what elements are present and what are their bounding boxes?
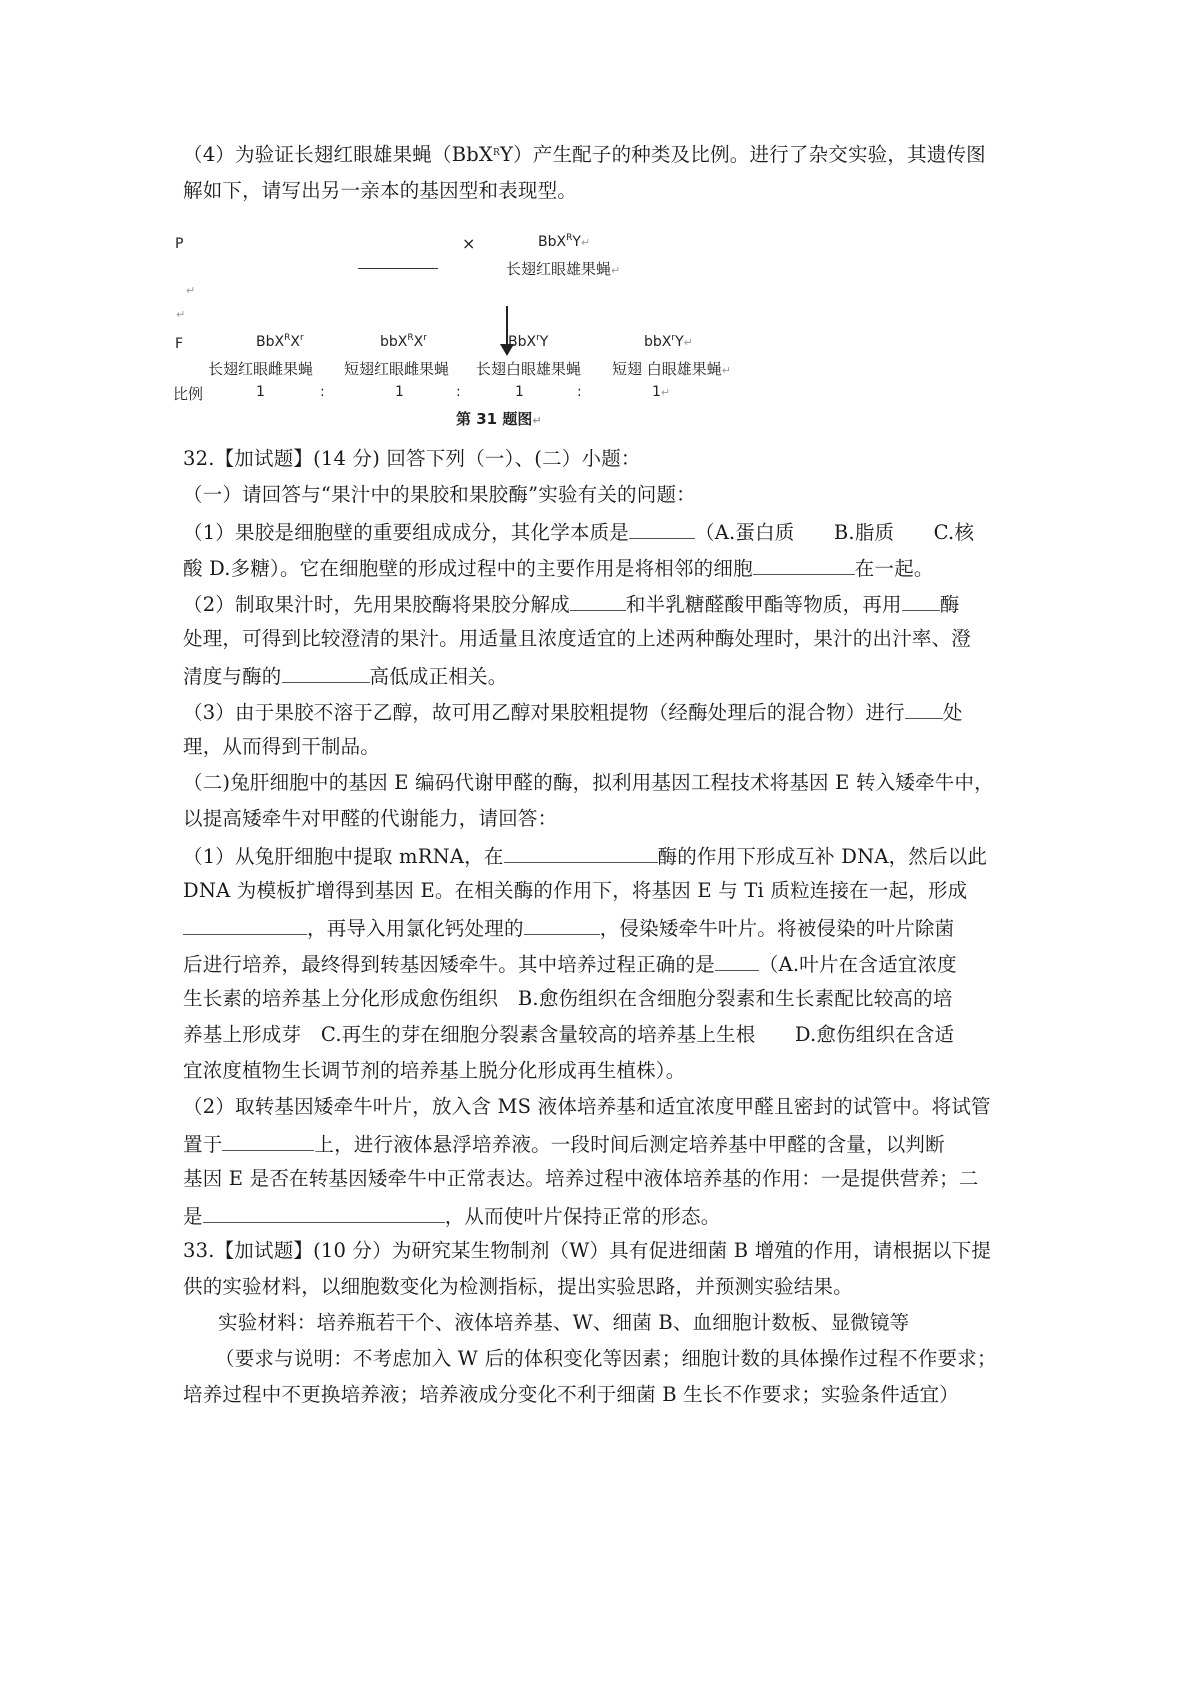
q32-p2-line3 — [183, 662, 1028, 690]
genotype-text: Y — [675, 334, 684, 350]
f-label: F — [175, 336, 184, 352]
q33-requirements-line2: 培养过程中不更换培养液；培养液成分变化不利于细菌 B 生长不作要求；实验条件适宜） — [183, 1383, 959, 1406]
question-text: 上，进行液体悬浮培养液。一段时间后测定培养基中甲醛的含量，以判断 — [314, 1133, 945, 1156]
allele-sup: R — [284, 333, 291, 343]
q32-2-1-line5: 生长素的培养基上分化形成愈伤组织 B.愈伤组织在含细胞分裂素和生长素配比较高的培 — [183, 987, 953, 1010]
q32-p1-line1 — [183, 518, 1028, 546]
answer-blank[interactable] — [222, 1130, 314, 1151]
question-text: 酶 — [939, 593, 960, 616]
q32-p2-line1 — [183, 590, 1028, 618]
q32-title: 32.【加试题】(14 分) 回答下列（一）、(二）小题： — [183, 447, 641, 470]
p-label: P — [175, 236, 184, 252]
q32-2-2-line4 — [183, 1202, 1028, 1230]
question-text: 清度与酶的 — [183, 665, 282, 688]
question-text: （3）由于果胶不溶于乙醇，故可用乙醇对果胶粗提物（经酶处理后的混合物）进行 — [183, 701, 905, 724]
answer-blank[interactable] — [905, 698, 943, 719]
q33-line1: 33.【加试题】(10 分）为研究某生物制剂（W）具有促进细菌 B 增殖的作用，请根据以下提 — [183, 1239, 992, 1262]
answer-blank[interactable] — [183, 914, 307, 935]
answer-blank[interactable] — [504, 842, 658, 863]
q32-part2-line1: （二)兔肝细胞中的基因 E 编码代谢甲醛的酶，拟利用基因工程技术将基因 E 转入矮牵牛中， — [183, 771, 994, 794]
q32-2-1-line4 — [183, 950, 1028, 978]
caption-text: 第 31 题图 — [456, 410, 533, 428]
question-text: 处 — [942, 701, 963, 724]
offspring-phenotype: 长翅白眼雄果蝇 — [476, 360, 582, 378]
q32-2-1-line6: 养基上形成芽 C.再生的芽在细胞分裂素含量较高的培养基上生根 D.愈伤组织在含适 — [183, 1023, 955, 1046]
return-mark-icon: ↵ — [660, 386, 671, 399]
allele-sup: r — [536, 333, 540, 343]
allele-sup: R — [407, 333, 414, 343]
q32-part2-line2: 以提高矮牵牛对甲醛的代谢能力，请回答： — [183, 807, 558, 830]
ratio-colon: : — [320, 384, 325, 400]
question-text: 是 — [183, 1205, 203, 1228]
offspring-genotype — [380, 334, 427, 350]
q33-line2: 供的实验材料，以细胞数变化为检测指标，提出实验思路，并预测实验结果。 — [183, 1275, 853, 1298]
genotype-text: Y — [539, 334, 549, 350]
offspring-ratio — [652, 384, 670, 400]
answer-blank[interactable] — [570, 590, 626, 611]
question-text: （A.蛋白质 B.脂质 C.核 — [695, 521, 975, 544]
q32-p1-line2 — [183, 554, 1028, 582]
answer-blank[interactable] — [282, 662, 370, 683]
q32-2-2-line1: （2）取转基因矮牵牛叶片，放入含 MS 液体培养基和适宜浓度甲醛且密封的试管中。将试管 — [183, 1095, 991, 1118]
genotype-text: BbX — [256, 334, 285, 350]
genotype-text: BbX — [508, 334, 537, 350]
return-mark-icon: ↵ — [176, 308, 186, 321]
q33-materials: 实验材料：培养瓶若干个、液体培养基、W、细菌 B、血细胞计数板、显微镜等 — [218, 1311, 910, 1334]
return-mark-icon: ↵ — [186, 284, 196, 297]
phenotype-text: 短翅 白眼雄果蝇 — [612, 360, 722, 378]
offspring-phenotype: 长翅红眼雌果蝇 — [208, 360, 314, 378]
q32-2-1-line2: DNA 为模板扩增得到基因 E。在相关酶的作用下，将基因 E 与 Ti 质粒连接在一起，形成 — [183, 879, 968, 902]
phenotype-text: 长翅红眼雄果蝇 — [506, 260, 612, 278]
q32-2-1-line7: 宜浓度植物生长调节剂的培养基上脱分化形成再生植株）。 — [183, 1059, 686, 1082]
offspring-genotype — [508, 334, 548, 350]
question-text: 酶的作用下形成互补 DNA，然后以此 — [657, 845, 988, 868]
cross-symbol: × — [462, 234, 476, 253]
question-text: 置于 — [183, 1133, 223, 1156]
ratio-colon: : — [577, 384, 582, 400]
question-text: （1）果胶是细胞壁的重要组成成分，其化学本质是 — [183, 521, 630, 544]
q32-p2-line2: 处理，可得到比较澄清的果汁。用适量且浓度适宜的上述两种酶处理时，果汁的出汁率、澄 — [183, 627, 972, 650]
genotype-text: Y — [572, 234, 581, 250]
answer-blank[interactable] — [524, 914, 600, 935]
genotype-text: X — [413, 334, 424, 350]
question-text: （2）制取果汁时，先用果胶酶将果胶分解成 — [183, 593, 570, 616]
allele-sup: r — [423, 333, 427, 343]
q33-requirements-line1: （要求与说明：不考虑加入 W 后的体积变化等因素；细胞计数的具体操作过程不作要求； — [215, 1347, 997, 1370]
ratio-colon: : — [456, 384, 461, 400]
question-text: 在一起。 — [854, 557, 934, 580]
return-mark-icon: ↵ — [721, 364, 731, 377]
offspring-ratio: 1 — [395, 384, 404, 400]
q32-part1-intro: （一）请回答与“果汁中的果胶和果胶酶”实验有关的问题： — [183, 483, 696, 506]
allele-sup: R — [566, 233, 573, 243]
question-text: ，从而使叶片保持正常的形态。 — [444, 1205, 721, 1228]
question-text: 高低成正相关。 — [369, 665, 508, 688]
question-text: 和半乳糖醛酸甲酯等物质，再用 — [625, 593, 902, 616]
question-text: 后进行培养，最终得到转基因矮牵牛。其中培养过程正确的是 — [183, 953, 715, 976]
q32-2-1-line1 — [183, 842, 1028, 870]
return-mark-icon: ↵ — [611, 264, 621, 277]
question-text: （1）从兔肝细胞中提取 mRNA，在 — [183, 845, 504, 868]
q31-4-line1 — [183, 142, 1028, 168]
offspring-ratio: 1 — [256, 384, 265, 400]
genotype-text: X — [290, 334, 300, 350]
q32-2-2-line3: 基因 E 是否在转基因矮牵牛中正常表达。培养过程中液体培养基的作用：一是提供营养；二 — [183, 1167, 979, 1190]
q31-text: （4）为验证长翅红眼雄果蝇（BbX — [183, 143, 494, 166]
offspring-ratio: 1 — [515, 384, 524, 400]
answer-blank[interactable] — [715, 950, 759, 971]
answer-blank[interactable] — [902, 590, 940, 611]
male-parent-phenotype — [506, 258, 620, 279]
male-parent-genotype — [538, 234, 590, 250]
offspring-phenotype — [612, 358, 731, 379]
genotype-text: BbX — [538, 234, 567, 250]
return-mark-icon: ↵ — [580, 236, 591, 249]
ratio-text: 1 — [652, 384, 661, 400]
ratio-label: 比例 — [173, 385, 204, 403]
question-text: 酸 D.多糖）。它在细胞壁的形成过程中的主要作用是将相邻的细胞 — [183, 557, 753, 580]
q31-4-line2: 解如下，请写出另一亲本的基因型和表现型。 — [183, 179, 578, 202]
offspring-phenotype: 短翅红眼雌果蝇 — [344, 360, 450, 378]
q31-text: Y）产生配子的种类及比例。进行了杂交实验，其遗传图 — [500, 143, 986, 166]
answer-blank[interactable] — [753, 554, 855, 575]
allele-sup: R — [493, 148, 500, 158]
q32-p3-line2: 理，从而得到干制品。 — [183, 735, 381, 758]
genotype-text: bbX — [380, 334, 408, 350]
offspring-genotype — [644, 334, 693, 350]
question-text: （A.叶片在含适宜浓度 — [758, 953, 957, 976]
allele-sup: r — [671, 333, 676, 343]
unknown-parent-blank[interactable] — [358, 268, 438, 269]
genotype-text: bbX — [644, 334, 672, 350]
offspring-genotype — [256, 334, 304, 350]
figure-caption — [456, 408, 542, 429]
answer-blank[interactable] — [203, 1202, 445, 1223]
question-text: ，侵染矮牵牛叶片。将被侵染的叶片除菌 — [599, 917, 955, 940]
return-mark-icon: ↵ — [683, 336, 693, 349]
allele-sup: r — [299, 333, 304, 343]
q32-2-2-line2 — [183, 1130, 1028, 1158]
question-text: ，再导入用氯化钙处理的 — [307, 917, 524, 940]
return-mark-icon: ↵ — [532, 414, 542, 427]
q32-p3-line1 — [183, 698, 1028, 726]
answer-blank[interactable] — [629, 518, 695, 539]
q32-2-1-line3 — [183, 914, 1028, 942]
